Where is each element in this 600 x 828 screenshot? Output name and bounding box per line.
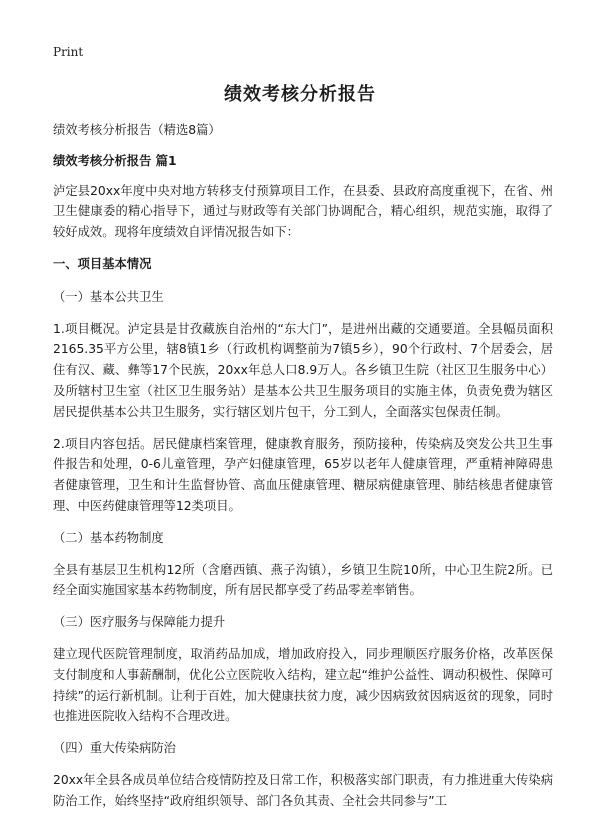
paragraph-project-summary: 1.项目概况。泸定县是甘孜藏族自治州的“东大门”，是进州出藏的交通要道。全县幅员面积2165.35平方公里，辖8镇1乡（行政机构调整前为7镇5乡），90个行政村、7个居委会，居住有汉、藏、彝等17个民族，20xx年总人口8.9万人。各乡镇卫生院（社区卫生服务中心）及所辖村卫生室（社区卫生服务站）是基本公共卫生服务项目的实施主体，负责免费为辖区居民提供基本公共卫生服务，实行辖区划片包干，分工到人，全面落实包保责任制。 [53, 321, 553, 419]
subheading-infectious-disease: （四）重大传染病防治 [53, 741, 176, 756]
document-body [53, 120, 553, 823]
paragraph-essential-drugs: 全县有基层卫生机构12所（含磨西镇、燕子沟镇），乡镇卫生院10所，中心卫生院2所。已经全面实施国家基本药物制度，所有居民都享受了药品零差率销售。 [53, 562, 553, 598]
subheading-essential-drugs: （二）基本药物制度 [53, 530, 164, 545]
paragraph-infectious-disease: 20xx年全县各成员单位结合疫情防控及日常工作，积极落实部门职责，有力推进重大传染病防治工作，始终坚持“政府组织领导、部门各负其责、全社会共同参与”工 [53, 772, 553, 808]
document-subtitle: 绩效考核分析报告（精选8篇） [53, 123, 221, 137]
intro-paragraph: 泸定县20xx年度中央对地方转移支付预算项目工作，在县委、县政府高度重视下，在省、州卫生健康委的精心指导下，通过与财政等有关部门协调配合，精心组织，规范实施，取得了较好成效。现将年度绩效自评情况报告如下： [53, 183, 553, 240]
print-link[interactable]: Print [53, 45, 84, 59]
subheading-medical-services: （三）医疗服务与保障能力提升 [53, 615, 226, 630]
page-title: 绩效考核分析报告 [224, 84, 376, 105]
subheading-public-health: （一）基本公共卫生 [53, 289, 164, 304]
paragraph-project-content: 2.项目内容包括。居民健康档案管理，健康教育服务，预防接种，传染病及突发公共卫生事件报告和处理，0-6儿童管理，孕产妇健康管理，65岁以老年人健康管理，严重精神障碍患者健康管理，卫生和计生监督协管、高血压健康管理、糖尿病健康管理、肺结核患者健康管理、中医药健康管理等12类项目。 [53, 436, 553, 513]
section-title: 绩效考核分析报告 篇1 [53, 153, 177, 168]
heading-project-overview: 一、项目基本情况 [53, 256, 152, 271]
paragraph-medical-services: 建立现代医院管理制度，取消药品加成，增加政府投入，同步理顺医疗服务价格，改革医保支付制度和人事薪酬制，优化公立医院收入结构，建立起“维护公益性、调动积极性、保障可持续”的运行新机制。让利于百姓，加大健康扶贫力度，减少因病致贫因病返贫的现象，同时也推进医院收入结构不合理改进。 [53, 646, 553, 724]
